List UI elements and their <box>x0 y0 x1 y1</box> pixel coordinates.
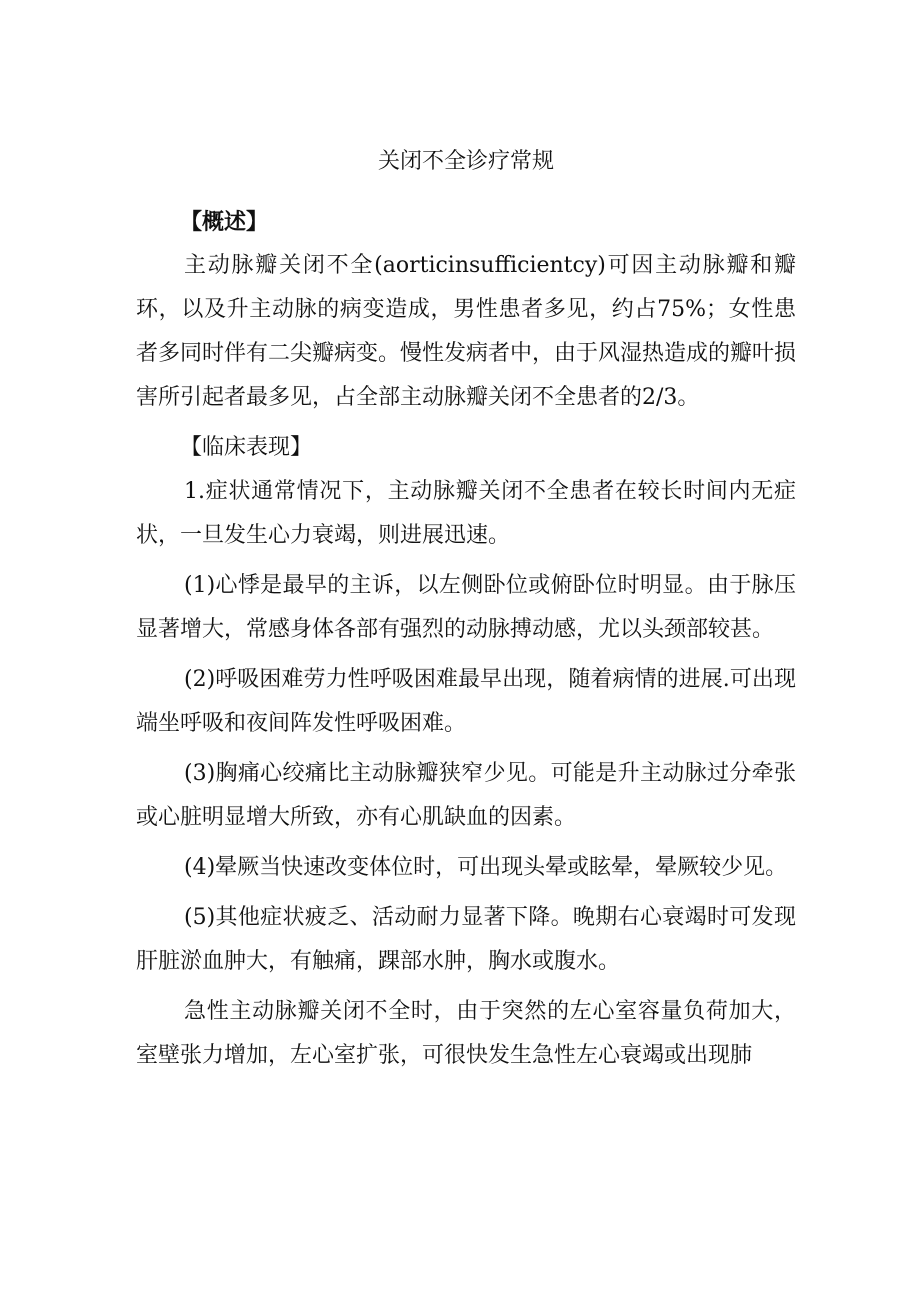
section-heading-overview: 【概述】 <box>180 209 269 235</box>
clinical-paragraph-6: (5)其他症状疲乏、活动耐力显著下降。晚期右心衰竭时可发现肝脏淤血肿大，有触痛，踝部水肿，胸水或腹水。 <box>136 905 796 974</box>
clinical-paragraph-1: 1.症状通常情况下，主动脉瓣关闭不全患者在较长时间内无症状，一旦发生心力衰竭，则进展迅速。 <box>136 479 796 548</box>
clinical-paragraph-7: 急性主动脉瓣关闭不全时，由于突然的左心室容量负荷加大，室壁张力增加，左心室扩张，可很快发生急性左心衰竭或出现肺 <box>136 999 796 1068</box>
clinical-paragraph-5: (4)晕厥当快速改变体位时，可出现头晕或眩晕，晕厥较少见。 <box>184 855 788 880</box>
clinical-paragraph-4: (3)胸痛心绞痛比主动脉瓣狭窄少见。可能是升主动脉过分牵张或心脏明显增大所致，亦有心肌缺血的因素。 <box>136 761 796 830</box>
clinical-paragraph-2: (1)心悸是最早的主诉，以左侧卧位或俯卧位时明显。由于脉压显著增大，常感身体各部有强烈的动脉搏动感，尤以头颈部较甚。 <box>136 573 796 642</box>
section-heading-clinical: 【临床表现】 <box>180 435 313 460</box>
document-page <box>136 140 796 1078</box>
document-title: 关闭不全诊疗常规 <box>377 149 554 174</box>
clinical-paragraph-3: (2)呼吸困难劳力性呼吸困难最早出现，随着病情的进展.可出现端坐呼吸和夜间阵发性呼吸困难。 <box>136 667 796 736</box>
overview-paragraph: 主动脉瓣关闭不全(aorticinsufficientcy)可因主动脉瓣和瓣环，以及升主动脉的病变造成，男性患者多见，约占75%；女性患者多同时伴有二尖瓣病变。慢性发病者中，由于风湿热造成的瓣叶损害所引起者最多见，占全部主动脉瓣关闭不全患者的2/3。 <box>136 253 797 410</box>
